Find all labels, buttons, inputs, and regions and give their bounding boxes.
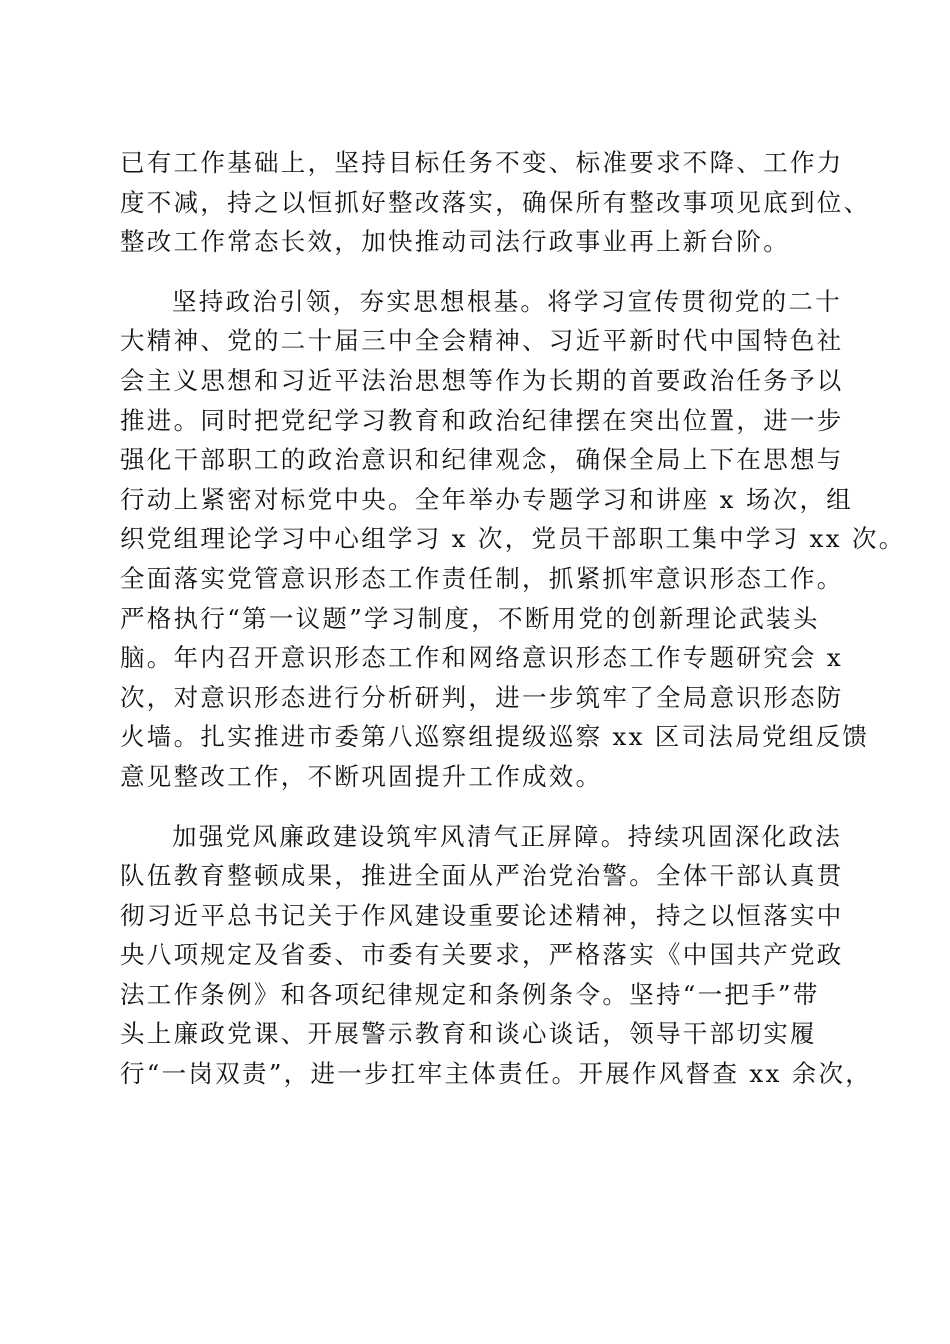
text-line: 次，对意识形态进行分析研判，进一步筑牢了全局意识形态防 (120, 682, 844, 712)
text-line: 行“一岗双责”，进一步扛牢主体责任。开展作风督查 xx 余次， (120, 1059, 873, 1089)
text-line: 头上廉政党课、开展警示教育和谈心谈话，领导干部切实履 (120, 1019, 817, 1049)
text-line: 队伍教育整顿成果，推进全面从严治党治警。全体干部认真贯 (120, 861, 844, 891)
paragraph (120, 282, 906, 797)
text-line: 坚持政治引领，夯实思想根基。将学习宣传贯彻党的二十 (172, 286, 842, 316)
text-line: 彻习近平总书记关于作风建设重要论述精神，持之以恒落实中 (120, 900, 844, 930)
paragraph (120, 817, 873, 1094)
text-line: 整改工作常态长效，加快推动司法行政事业再上新台阶。 (120, 227, 790, 257)
text-line: 法工作条例》和各项纪律规定和条例条令。坚持“一把手”带 (120, 979, 820, 1009)
text-line: 严格执行“第一议题”学习制度，不断用党的创新理论武装头 (120, 603, 820, 633)
text-line: 意见整改工作，不断巩固提升工作成效。 (120, 761, 603, 791)
text-line: 织党组理论学习中心组学习 x 次，党员干部职工集中学习 xx 次。 (120, 524, 906, 554)
text-line: 行动上紧密对标党中央。全年举办专题学习和讲座 x 场次，组 (120, 484, 854, 514)
text-line: 度不减，持之以恒抓好整改落实，确保所有整改事项见底到位、 (120, 187, 871, 217)
text-line: 脑。年内召开意识形态工作和网络意识形态工作专题研究会 x (120, 643, 844, 673)
text-line: 全面落实党管意识形态工作责任制，抓紧抓牢意识形态工作。 (120, 563, 844, 593)
text-line: 已有工作基础上，坚持目标任务不变、标准要求不降、工作力 (120, 148, 844, 177)
text-line: 推进。同时把党纪学习教育和政治纪律摆在突出位置，进一步 (120, 405, 844, 435)
paragraph-gap (120, 797, 832, 817)
text-line: 央八项规定及省委、市委有关要求，严格落实《中国共产党政 (120, 940, 844, 970)
text-line: 会主义思想和习近平法治思想等作为长期的首要政治任务予以 (120, 365, 844, 395)
text-line: 大精神、党的二十届三中全会精神、习近平新时代中国特色社 (120, 326, 844, 356)
text-line: 强化干部职工的政治意识和纪律观念，确保全局上下在思想与 (120, 445, 844, 475)
text-line: 火墙。扎实推进市委第八巡察组提级巡察 xx 区司法局党组反馈 (120, 722, 870, 752)
paragraph (120, 143, 871, 262)
document-body (120, 143, 906, 1094)
paragraph-gap (120, 262, 832, 282)
text-line: 加强党风廉政建设筑牢风清气正屏障。持续巩固深化政法 (172, 821, 842, 851)
